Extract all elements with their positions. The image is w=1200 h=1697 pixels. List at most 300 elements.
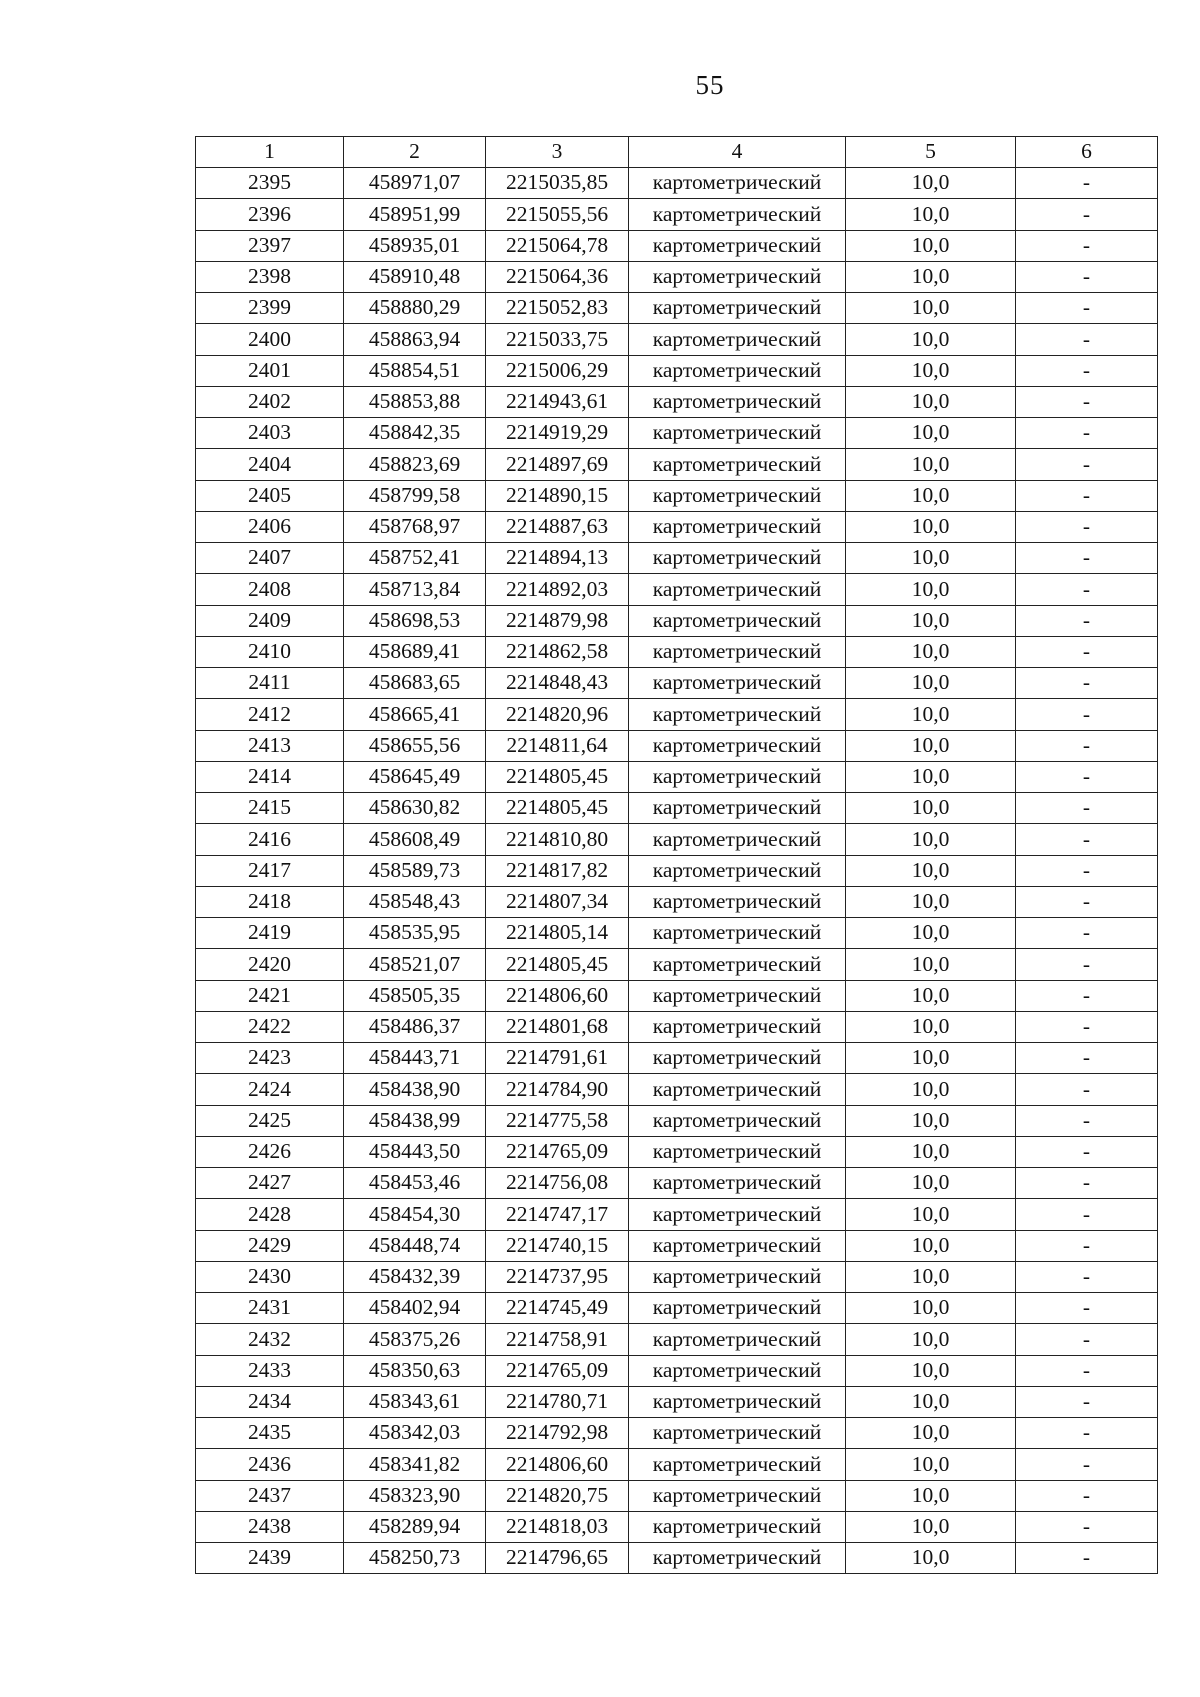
table-row (196, 386, 1158, 417)
column-header-4: 4 (629, 137, 846, 168)
table-row (196, 1324, 1158, 1355)
table-row (196, 668, 1158, 699)
table-row (196, 1449, 1158, 1480)
table-row (196, 511, 1158, 542)
accuracy-cell: 10,0 (846, 1199, 1016, 1230)
description-cell: - (1016, 1480, 1158, 1511)
point-number-cell: 2406 (196, 511, 344, 542)
method-cell: картометрический (629, 1136, 846, 1167)
accuracy-cell: 10,0 (846, 886, 1016, 917)
table-row (196, 949, 1158, 980)
y-coordinate-cell: 2214810,80 (486, 824, 629, 855)
accuracy-cell: 10,0 (846, 793, 1016, 824)
table-row (196, 543, 1158, 574)
table-row (196, 1074, 1158, 1105)
description-cell: - (1016, 1418, 1158, 1449)
accuracy-cell: 10,0 (846, 168, 1016, 199)
accuracy-cell: 10,0 (846, 1355, 1016, 1386)
table-row (196, 1105, 1158, 1136)
accuracy-cell: 10,0 (846, 574, 1016, 605)
method-cell: картометрический (629, 1386, 846, 1417)
table-row (196, 168, 1158, 199)
method-cell: картометрический (629, 1043, 846, 1074)
method-cell: картометрический (629, 824, 846, 855)
x-coordinate-cell: 458608,49 (344, 824, 486, 855)
y-coordinate-cell: 2214784,90 (486, 1074, 629, 1105)
accuracy-cell: 10,0 (846, 918, 1016, 949)
method-cell: картометрический (629, 1105, 846, 1136)
table-row (196, 355, 1158, 386)
x-coordinate-cell: 458535,95 (344, 918, 486, 949)
table-row (196, 761, 1158, 792)
x-coordinate-cell: 458935,01 (344, 230, 486, 261)
method-cell: картометрический (629, 293, 846, 324)
x-coordinate-cell: 458453,46 (344, 1168, 486, 1199)
x-coordinate-cell: 458823,69 (344, 449, 486, 480)
method-cell: картометрический (629, 1293, 846, 1324)
method-cell: картометрический (629, 1011, 846, 1042)
description-cell: - (1016, 1074, 1158, 1105)
y-coordinate-cell: 2214780,71 (486, 1386, 629, 1417)
point-number-cell: 2396 (196, 199, 344, 230)
description-cell: - (1016, 1261, 1158, 1292)
description-cell: - (1016, 418, 1158, 449)
table-row (196, 1293, 1158, 1324)
point-number-cell: 2403 (196, 418, 344, 449)
x-coordinate-cell: 458375,26 (344, 1324, 486, 1355)
point-number-cell: 2417 (196, 855, 344, 886)
description-cell: - (1016, 1355, 1158, 1386)
x-coordinate-cell: 458443,50 (344, 1136, 486, 1167)
y-coordinate-cell: 2214765,09 (486, 1136, 629, 1167)
point-number-cell: 2414 (196, 761, 344, 792)
description-cell: - (1016, 1043, 1158, 1074)
accuracy-cell: 10,0 (846, 1511, 1016, 1542)
y-coordinate-cell: 2214887,63 (486, 511, 629, 542)
accuracy-cell: 10,0 (846, 949, 1016, 980)
method-cell: картометрический (629, 261, 846, 292)
point-number-cell: 2431 (196, 1293, 344, 1324)
y-coordinate-cell: 2214796,65 (486, 1543, 629, 1574)
method-cell: картометрический (629, 418, 846, 449)
method-cell: картометрический (629, 886, 846, 917)
point-number-cell: 2395 (196, 168, 344, 199)
method-cell: картометрический (629, 511, 846, 542)
method-cell: картометрический (629, 761, 846, 792)
accuracy-cell: 10,0 (846, 199, 1016, 230)
y-coordinate-cell: 2214805,45 (486, 949, 629, 980)
y-coordinate-cell: 2214745,49 (486, 1293, 629, 1324)
column-header-1: 1 (196, 137, 344, 168)
x-coordinate-cell: 458548,43 (344, 886, 486, 917)
y-coordinate-cell: 2215033,75 (486, 324, 629, 355)
method-cell: картометрический (629, 1543, 846, 1574)
x-coordinate-cell: 458323,90 (344, 1480, 486, 1511)
accuracy-cell: 10,0 (846, 293, 1016, 324)
method-cell: картометрический (629, 918, 846, 949)
table-row (196, 1230, 1158, 1261)
x-coordinate-cell: 458250,73 (344, 1543, 486, 1574)
point-number-cell: 2402 (196, 386, 344, 417)
table-row (196, 1543, 1158, 1574)
point-number-cell: 2427 (196, 1168, 344, 1199)
description-cell: - (1016, 730, 1158, 761)
point-number-cell: 2409 (196, 605, 344, 636)
x-coordinate-cell: 458655,56 (344, 730, 486, 761)
x-coordinate-cell: 458768,97 (344, 511, 486, 542)
y-coordinate-cell: 2214894,13 (486, 543, 629, 574)
point-number-cell: 2407 (196, 543, 344, 574)
point-number-cell: 2426 (196, 1136, 344, 1167)
y-coordinate-cell: 2214758,91 (486, 1324, 629, 1355)
accuracy-cell: 10,0 (846, 1386, 1016, 1417)
table-row (196, 1418, 1158, 1449)
description-cell: - (1016, 1293, 1158, 1324)
accuracy-cell: 10,0 (846, 1418, 1016, 1449)
description-cell: - (1016, 168, 1158, 199)
y-coordinate-cell: 2214820,96 (486, 699, 629, 730)
description-cell: - (1016, 793, 1158, 824)
point-number-cell: 2423 (196, 1043, 344, 1074)
point-number-cell: 2412 (196, 699, 344, 730)
point-number-cell: 2438 (196, 1511, 344, 1542)
point-number-cell: 2413 (196, 730, 344, 761)
method-cell: картометрический (629, 949, 846, 980)
method-cell: картометрический (629, 1511, 846, 1542)
table-header (196, 137, 1158, 168)
x-coordinate-cell: 458971,07 (344, 168, 486, 199)
method-cell: картометрический (629, 1449, 846, 1480)
table-row (196, 824, 1158, 855)
description-cell: - (1016, 886, 1158, 917)
accuracy-cell: 10,0 (846, 730, 1016, 761)
description-cell: - (1016, 1230, 1158, 1261)
method-cell: картометрический (629, 636, 846, 667)
point-number-cell: 2401 (196, 355, 344, 386)
method-cell: картометрический (629, 230, 846, 261)
method-cell: картометрический (629, 574, 846, 605)
description-cell: - (1016, 1449, 1158, 1480)
accuracy-cell: 10,0 (846, 824, 1016, 855)
point-number-cell: 2408 (196, 574, 344, 605)
method-cell: картометрический (629, 1324, 846, 1355)
point-number-cell: 2436 (196, 1449, 344, 1480)
header-row (196, 137, 1158, 168)
description-cell: - (1016, 386, 1158, 417)
accuracy-cell: 10,0 (846, 1074, 1016, 1105)
point-number-cell: 2419 (196, 918, 344, 949)
description-cell: - (1016, 355, 1158, 386)
y-coordinate-cell: 2214765,09 (486, 1355, 629, 1386)
y-coordinate-cell: 2214818,03 (486, 1511, 629, 1542)
description-cell: - (1016, 1168, 1158, 1199)
description-cell: - (1016, 918, 1158, 949)
method-cell: картометрический (629, 668, 846, 699)
y-coordinate-cell: 2214805,45 (486, 761, 629, 792)
x-coordinate-cell: 458443,71 (344, 1043, 486, 1074)
y-coordinate-cell: 2214806,60 (486, 1449, 629, 1480)
method-cell: картометрический (629, 1074, 846, 1105)
accuracy-cell: 10,0 (846, 1168, 1016, 1199)
x-coordinate-cell: 458589,73 (344, 855, 486, 886)
point-number-cell: 2432 (196, 1324, 344, 1355)
x-coordinate-cell: 458951,99 (344, 199, 486, 230)
y-coordinate-cell: 2215006,29 (486, 355, 629, 386)
x-coordinate-cell: 458799,58 (344, 480, 486, 511)
accuracy-cell: 10,0 (846, 449, 1016, 480)
accuracy-cell: 10,0 (846, 1324, 1016, 1355)
table-row (196, 1261, 1158, 1292)
description-cell: - (1016, 1105, 1158, 1136)
description-cell: - (1016, 699, 1158, 730)
y-coordinate-cell: 2215064,78 (486, 230, 629, 261)
table-row (196, 324, 1158, 355)
table-row (196, 1386, 1158, 1417)
description-cell: - (1016, 855, 1158, 886)
accuracy-cell: 10,0 (846, 761, 1016, 792)
accuracy-cell: 10,0 (846, 386, 1016, 417)
point-number-cell: 2434 (196, 1386, 344, 1417)
x-coordinate-cell: 458505,35 (344, 980, 486, 1011)
description-cell: - (1016, 761, 1158, 792)
point-number-cell: 2439 (196, 1543, 344, 1574)
table-row (196, 574, 1158, 605)
accuracy-cell: 10,0 (846, 1543, 1016, 1574)
method-cell: картометрический (629, 699, 846, 730)
method-cell: картометрический (629, 730, 846, 761)
accuracy-cell: 10,0 (846, 668, 1016, 699)
y-coordinate-cell: 2215055,56 (486, 199, 629, 230)
x-coordinate-cell: 458630,82 (344, 793, 486, 824)
point-number-cell: 2415 (196, 793, 344, 824)
x-coordinate-cell: 458698,53 (344, 605, 486, 636)
x-coordinate-cell: 458853,88 (344, 386, 486, 417)
x-coordinate-cell: 458432,39 (344, 1261, 486, 1292)
table-row (196, 293, 1158, 324)
table-row (196, 730, 1158, 761)
y-coordinate-cell: 2214756,08 (486, 1168, 629, 1199)
accuracy-cell: 10,0 (846, 699, 1016, 730)
x-coordinate-cell: 458350,63 (344, 1355, 486, 1386)
description-cell: - (1016, 1543, 1158, 1574)
table-row (196, 1355, 1158, 1386)
description-cell: - (1016, 261, 1158, 292)
point-number-cell: 2422 (196, 1011, 344, 1042)
table-row (196, 1136, 1158, 1167)
point-number-cell: 2416 (196, 824, 344, 855)
point-number-cell: 2404 (196, 449, 344, 480)
x-coordinate-cell: 458289,94 (344, 1511, 486, 1542)
point-number-cell: 2425 (196, 1105, 344, 1136)
method-cell: картометрический (629, 1230, 846, 1261)
x-coordinate-cell: 458689,41 (344, 636, 486, 667)
description-cell: - (1016, 1324, 1158, 1355)
x-coordinate-cell: 458880,29 (344, 293, 486, 324)
point-number-cell: 2411 (196, 668, 344, 699)
table-row (196, 449, 1158, 480)
table-row (196, 636, 1158, 667)
description-cell: - (1016, 824, 1158, 855)
point-number-cell: 2400 (196, 324, 344, 355)
y-coordinate-cell: 2214807,34 (486, 886, 629, 917)
accuracy-cell: 10,0 (846, 418, 1016, 449)
accuracy-cell: 10,0 (846, 1293, 1016, 1324)
y-coordinate-cell: 2214747,17 (486, 1199, 629, 1230)
point-number-cell: 2428 (196, 1199, 344, 1230)
y-coordinate-cell: 2214919,29 (486, 418, 629, 449)
x-coordinate-cell: 458341,82 (344, 1449, 486, 1480)
method-cell: картометрический (629, 324, 846, 355)
y-coordinate-cell: 2214897,69 (486, 449, 629, 480)
method-cell: картометрический (629, 355, 846, 386)
x-coordinate-cell: 458665,41 (344, 699, 486, 730)
x-coordinate-cell: 458438,99 (344, 1105, 486, 1136)
method-cell: картометрический (629, 199, 846, 230)
method-cell: картометрический (629, 1261, 846, 1292)
accuracy-cell: 10,0 (846, 1043, 1016, 1074)
coordinates-table (195, 136, 1158, 1574)
y-coordinate-cell: 2214862,58 (486, 636, 629, 667)
description-cell: - (1016, 324, 1158, 355)
accuracy-cell: 10,0 (846, 1136, 1016, 1167)
description-cell: - (1016, 1199, 1158, 1230)
method-cell: картометрический (629, 168, 846, 199)
accuracy-cell: 10,0 (846, 480, 1016, 511)
description-cell: - (1016, 949, 1158, 980)
point-number-cell: 2435 (196, 1418, 344, 1449)
accuracy-cell: 10,0 (846, 1261, 1016, 1292)
y-coordinate-cell: 2214792,98 (486, 1418, 629, 1449)
description-cell: - (1016, 230, 1158, 261)
description-cell: - (1016, 574, 1158, 605)
description-cell: - (1016, 480, 1158, 511)
accuracy-cell: 10,0 (846, 1230, 1016, 1261)
method-cell: картометрический (629, 1168, 846, 1199)
point-number-cell: 2418 (196, 886, 344, 917)
table-row (196, 699, 1158, 730)
x-coordinate-cell: 458448,74 (344, 1230, 486, 1261)
point-number-cell: 2429 (196, 1230, 344, 1261)
table-row (196, 886, 1158, 917)
description-cell: - (1016, 605, 1158, 636)
table-row (196, 855, 1158, 886)
accuracy-cell: 10,0 (846, 1480, 1016, 1511)
x-coordinate-cell: 458342,03 (344, 1418, 486, 1449)
accuracy-cell: 10,0 (846, 230, 1016, 261)
y-coordinate-cell: 2214817,82 (486, 855, 629, 886)
method-cell: картометрический (629, 1199, 846, 1230)
column-header-6: 6 (1016, 137, 1158, 168)
method-cell: картометрический (629, 543, 846, 574)
y-coordinate-cell: 2214791,61 (486, 1043, 629, 1074)
y-coordinate-cell: 2215035,85 (486, 168, 629, 199)
description-cell: - (1016, 980, 1158, 1011)
description-cell: - (1016, 543, 1158, 574)
y-coordinate-cell: 2214801,68 (486, 1011, 629, 1042)
method-cell: картометрический (629, 793, 846, 824)
table-row (196, 199, 1158, 230)
x-coordinate-cell: 458402,94 (344, 1293, 486, 1324)
table-row (196, 480, 1158, 511)
accuracy-cell: 10,0 (846, 543, 1016, 574)
x-coordinate-cell: 458752,41 (344, 543, 486, 574)
point-number-cell: 2433 (196, 1355, 344, 1386)
method-cell: картометрический (629, 1418, 846, 1449)
accuracy-cell: 10,0 (846, 605, 1016, 636)
description-cell: - (1016, 511, 1158, 542)
point-number-cell: 2399 (196, 293, 344, 324)
table-row (196, 418, 1158, 449)
y-coordinate-cell: 2214740,15 (486, 1230, 629, 1261)
method-cell: картометрический (629, 386, 846, 417)
x-coordinate-cell: 458486,37 (344, 1011, 486, 1042)
description-cell: - (1016, 449, 1158, 480)
table-row (196, 1011, 1158, 1042)
y-coordinate-cell: 2214775,58 (486, 1105, 629, 1136)
description-cell: - (1016, 668, 1158, 699)
x-coordinate-cell: 458438,90 (344, 1074, 486, 1105)
point-number-cell: 2437 (196, 1480, 344, 1511)
table-row (196, 793, 1158, 824)
point-number-cell: 2420 (196, 949, 344, 980)
column-header-2: 2 (344, 137, 486, 168)
y-coordinate-cell: 2214879,98 (486, 605, 629, 636)
table-row (196, 261, 1158, 292)
x-coordinate-cell: 458842,35 (344, 418, 486, 449)
x-coordinate-cell: 458343,61 (344, 1386, 486, 1417)
method-cell: картометрический (629, 480, 846, 511)
point-number-cell: 2405 (196, 480, 344, 511)
y-coordinate-cell: 2214892,03 (486, 574, 629, 605)
y-coordinate-cell: 2214820,75 (486, 1480, 629, 1511)
method-cell: картометрический (629, 449, 846, 480)
x-coordinate-cell: 458454,30 (344, 1199, 486, 1230)
point-number-cell: 2410 (196, 636, 344, 667)
y-coordinate-cell: 2214805,45 (486, 793, 629, 824)
x-coordinate-cell: 458645,49 (344, 761, 486, 792)
y-coordinate-cell: 2215064,36 (486, 261, 629, 292)
method-cell: картометрический (629, 1355, 846, 1386)
accuracy-cell: 10,0 (846, 1449, 1016, 1480)
accuracy-cell: 10,0 (846, 636, 1016, 667)
table-body (196, 168, 1158, 1574)
accuracy-cell: 10,0 (846, 324, 1016, 355)
point-number-cell: 2397 (196, 230, 344, 261)
y-coordinate-cell: 2214737,95 (486, 1261, 629, 1292)
table-row (196, 1199, 1158, 1230)
y-coordinate-cell: 2214943,61 (486, 386, 629, 417)
description-cell: - (1016, 636, 1158, 667)
method-cell: картометрический (629, 1480, 846, 1511)
description-cell: - (1016, 1011, 1158, 1042)
point-number-cell: 2421 (196, 980, 344, 1011)
table-row (196, 980, 1158, 1011)
table-row (196, 230, 1158, 261)
table-row (196, 1480, 1158, 1511)
description-cell: - (1016, 1511, 1158, 1542)
method-cell: картометрический (629, 605, 846, 636)
table-row (196, 1511, 1158, 1542)
y-coordinate-cell: 2215052,83 (486, 293, 629, 324)
method-cell: картометрический (629, 980, 846, 1011)
x-coordinate-cell: 458910,48 (344, 261, 486, 292)
accuracy-cell: 10,0 (846, 1011, 1016, 1042)
point-number-cell: 2398 (196, 261, 344, 292)
x-coordinate-cell: 458863,94 (344, 324, 486, 355)
accuracy-cell: 10,0 (846, 980, 1016, 1011)
table-row (196, 1168, 1158, 1199)
page-number: 55 (695, 70, 725, 100)
